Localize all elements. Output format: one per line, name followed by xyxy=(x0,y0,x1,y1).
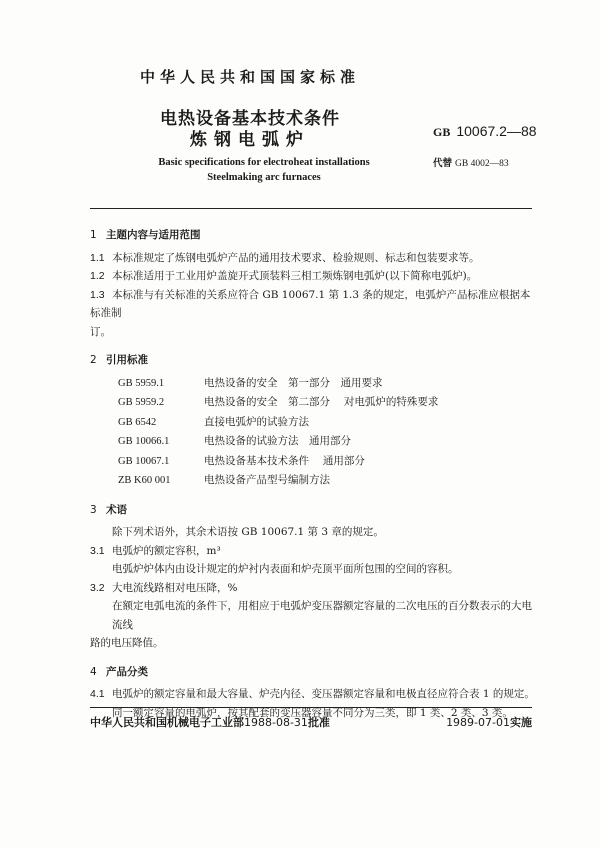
title-en-line2: Steelmaking arc furnaces xyxy=(207,172,321,183)
section-1 xyxy=(90,226,535,341)
clause-1-3: 1.3 本标准与有关标准的关系应符合 GB 10067.1 第 1.3 条的规定，电弧炉产品标准应根据本标准制 xyxy=(90,288,531,319)
effective-date: 1989-07-01 xyxy=(446,716,510,729)
term-3-2: 3.2 大电流线路相对电压降，% xyxy=(90,581,238,594)
approval-info xyxy=(90,714,330,730)
reference-item: GB 6542 直接电弧炉的试验方法 xyxy=(118,415,309,428)
clause-1-1: 1.1 本标准规定了炼钢电弧炉产品的通用技术要求、检验规则、标志和包装要求等。 xyxy=(90,251,480,264)
document-body xyxy=(90,226,535,732)
standard-prefix: GB xyxy=(433,125,451,139)
terms-intro: 除下列术语外，其余术语按 GB 10067.1 第 3 章的规定。 xyxy=(112,526,384,538)
term-3-2-definition-continued: 路的电压降值。 xyxy=(90,637,164,649)
reference-item: GB 5959.2 电热设备的安全 第二部分 对电弧炉的特殊要求 xyxy=(118,396,439,408)
title-cn-line1: 电热设备基本技术条件 xyxy=(160,109,340,129)
footer-divider xyxy=(90,707,532,708)
section-3 xyxy=(90,501,535,653)
clause-1-3-continued: 订。 xyxy=(90,325,111,338)
section-heading: 3 术语 xyxy=(90,503,127,516)
standard-number-value: 10067.2—88 xyxy=(456,123,537,139)
effective-info xyxy=(446,714,532,730)
reference-item: GB 10066.1 电热设备的试验方法 通用部分 xyxy=(118,435,351,447)
clause-1-2: 1.2 本标准适用于工业用炉盖旋开式顶装料三相工频炼钢电弧炉(以下简称电弧炉)。 xyxy=(90,270,478,282)
reference-item: GB 10067.1 电热设备基本技术条件 通用部分 xyxy=(118,454,365,467)
replaces-note xyxy=(433,155,509,169)
header-divider xyxy=(90,208,532,209)
standard-number xyxy=(433,123,537,140)
national-standard-heading: 中华人民共和国国家标准 xyxy=(139,68,360,86)
section-heading: 2 引用标准 xyxy=(90,354,148,366)
reference-item: ZB K60 001 电热设备产品型号编制方法 xyxy=(118,474,330,486)
title-en-line1: Basic specifications for electroheat installations xyxy=(158,157,370,168)
clause-4-1-continued: 同一额定容量的电弧炉，按其配套的变压器容量不同分为三类，即 1 类、2 类、3 类。 xyxy=(112,706,513,719)
section-2 xyxy=(90,351,535,491)
term-3-1: 3.1 电弧炉的额定容积，m³ xyxy=(90,544,221,557)
reference-item: GB 5959.1 电热设备的安全 第一部分 通用要求 xyxy=(118,376,383,389)
effective-label: 实施 xyxy=(510,716,532,729)
term-3-1-definition: 电弧炉炉体内由设计规定的炉衬内表面和炉壳顶平面所包围的空间的容积。 xyxy=(112,563,459,575)
section-heading: 4 产品分类 xyxy=(90,665,148,678)
replaces-label: 代替 xyxy=(433,158,453,169)
replaces-value: GB 4002—83 xyxy=(455,159,509,169)
section-heading: 1 主题内容与适用范围 xyxy=(90,229,201,241)
clause-4-1: 4.1 电弧炉的额定容量和最大容量、炉壳内径、变压器额定容量和电极直径应符合表 1 的规定。 xyxy=(90,688,535,700)
approval-date: 1988-08-31 xyxy=(244,716,308,729)
title-cn-line2: 炼钢电弧炉 xyxy=(190,130,310,150)
term-3-2-definition: 在额定电弧电流的条件下，用相应于电弧炉变压器额定容量的二次电压的百分数表示的大电流线 xyxy=(112,600,532,631)
approval-label: 批准 xyxy=(307,716,330,729)
approval-org: 中华人民共和国机械电子工业部 xyxy=(90,716,244,729)
